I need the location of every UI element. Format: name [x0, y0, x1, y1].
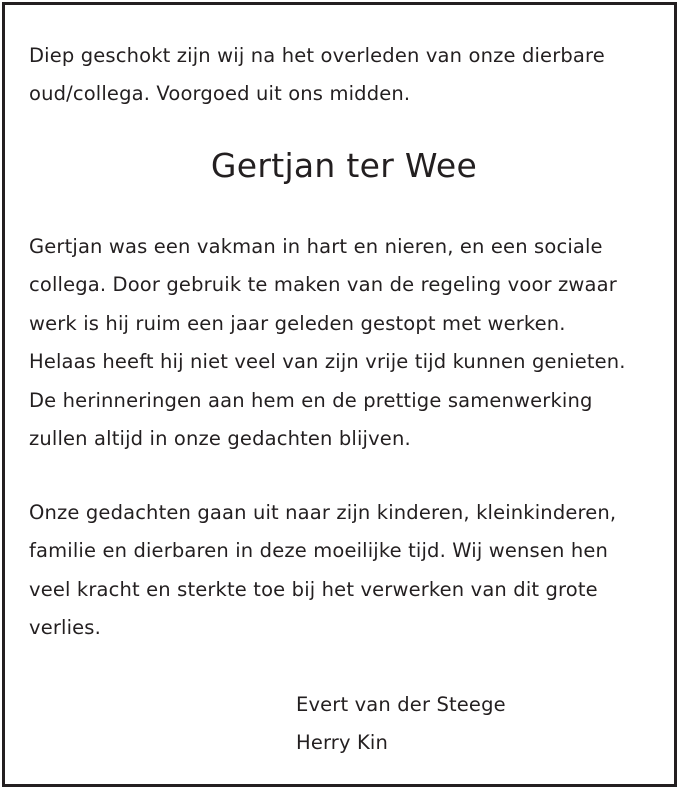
signatory-name: Evert van der Steege — [296, 693, 506, 716]
condolence-line: veel kracht en sterkte toe bij het verwerken van dit grote — [29, 577, 598, 601]
intro-line: oud/collega. Voorgoed uit ons midden. — [29, 82, 411, 106]
tribute-line: werk is hij ruim een jaar geleden gestopt met werken. — [29, 311, 566, 335]
tribute-line: zullen altijd in onze gedachten blijven. — [29, 427, 411, 451]
signature-block — [296, 686, 506, 763]
tribute-line: collega. Door gebruik te maken van de regeling voor zwaar — [29, 273, 617, 297]
tribute-paragraph — [29, 228, 626, 458]
intro-line: Diep geschokt zijn wij na het overleden van onze dierbare — [29, 44, 605, 67]
tribute-line: De herinneringen aan hem en de prettige samenwerking — [29, 388, 593, 412]
signatory-name: Herry Kin — [296, 731, 389, 755]
condolence-line: verlies. — [29, 616, 101, 640]
tribute-line: Helaas heeft hij niet veel van zijn vrije tijd kunnen genieten. — [29, 350, 626, 374]
obituary-notice — [2, 2, 677, 787]
condolence-line: Onze gedachten gaan uit naar zijn kinderen, kleinkinderen, — [29, 501, 617, 524]
deceased-name: Gertjan ter Wee — [210, 146, 478, 185]
intro-paragraph — [29, 37, 605, 114]
condolence-paragraph — [29, 494, 616, 648]
tribute-line: Gertjan was een vakman in hart en nieren, en een sociale — [29, 235, 603, 258]
condolence-line: familie en dierbaren in deze moeilijke tijd. Wij wensen hen — [29, 539, 608, 563]
